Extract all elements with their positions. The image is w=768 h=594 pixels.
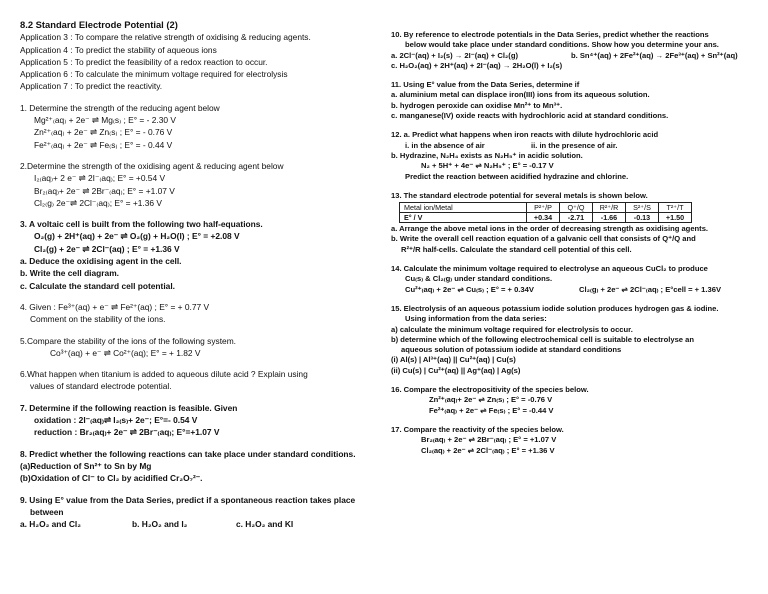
worksheet-title: 8.2 Standard Electrode Potential (2) [20, 19, 178, 30]
q9-option-c: c. H₂O₂ and KI [236, 519, 294, 530]
q15-text: 15. Electrolysis of an aqueous potassium iodide solution produces hydrogen gas & iodine. [391, 303, 719, 313]
table-header-cell: T²⁺/T [659, 203, 692, 213]
q1-equation: Mg²⁺₍aq₎ + 2e⁻ ⇌ Mg₍s₎ ; E° = - 2.30 V [34, 115, 176, 126]
q11-part-b: b. hydrogen peroxide can oxidise Mn²⁺ to Mn³⁺. [391, 100, 563, 110]
q17-equation: Br₂₍aq₎ + 2e⁻ ⇌ 2Br⁻₍aq₎ ; E° = +1.07 V [421, 435, 557, 445]
q1-equation: Zn²⁺₍aq₎ + 2e⁻ ⇌ Zn₍s₎ ; E° = - 0.76 V [34, 127, 173, 138]
q11-part-a: a. aluminium metal can displace iron(III) ions from its aqueous solution. [391, 90, 650, 100]
table-header-cell: Q⁺/Q [560, 203, 593, 213]
application-6: Application 6 : To calculate the minimum voltage required for electrolysis [20, 69, 288, 80]
table-row-label: E° / V [400, 213, 527, 223]
q7-equation: oxidation : 2I⁻₍aq₎⇌ I₂₍s₎+ 2e⁻; E°=- 0.54 V [34, 415, 198, 426]
q8-text: 8. Predict whether the following reactions can take place under standard conditions. [20, 448, 356, 459]
table-cell: +0.34 [527, 213, 560, 223]
q3-part-a: a. Deduce the oxidising agent in the cell. [20, 256, 182, 267]
q12-predict: Predict the reaction between acidified hydrazine and chlorine. [405, 171, 629, 181]
application-5: Application 5 : To predict the feasibility of a redox reaction to occur. [20, 56, 268, 67]
q3-part-b: b. Write the cell diagram. [20, 268, 119, 279]
table-cell: +1.50 [659, 213, 692, 223]
table-cell: -1.66 [593, 213, 626, 223]
q15-part-a: a) calculate the minimum voltage required for electrolysis to occur. [391, 324, 633, 334]
table-header-cell: P²⁺/P [527, 203, 560, 213]
q13-part-a: a. Arrange the above metal ions in the order of decreasing strength as oxidising agents. [391, 224, 709, 234]
q5-equation: Co³⁺(aq) + e⁻ ⇌ Co²⁺(aq); E° = + 1.82 V [50, 347, 201, 358]
q12-text: 12. a. Predict what happens when iron reacts with dilute hydrochloric acid [391, 130, 659, 140]
q13-part-b-cont: R²⁺/R half-cells. Calculate the standard cell potential of this cell. [401, 244, 632, 254]
q3-equation: O₂(g) + 2H⁺(aq) + 2e⁻ ⇌ O₂(g) + H₂O(l) ; E° = +2.08 V [34, 231, 240, 242]
q15-option-ii: (ii) Cu(s) | Cu²⁺(aq) || Ag⁺(aq) | Ag(s) [391, 365, 521, 375]
q12-sub-ii: ii. in the presence of air. [531, 140, 618, 150]
right-column [391, 30, 761, 456]
table-header-cell: S²⁺/S [626, 203, 659, 213]
table-cell: -0.13 [626, 213, 659, 223]
q10-eq-b: b. Sn⁴⁺(aq) + 2Fe²⁺(aq) → 2Fe³⁺(aq) + Sn²⁺(aq) [571, 50, 738, 60]
q12-subparts [391, 141, 761, 151]
q3-part-c: c. Calculate the standard cell potential. [20, 280, 175, 291]
q14-eq-cu: Cu²⁺₍aq₎ + 2e⁻ ⇌ Cu₍s₎ ; E° = + 0.34V [405, 284, 534, 294]
q16-text: 16. Compare the electropositivity of the species below. [391, 385, 589, 395]
q16-equation: Fe²⁺₍aq₎ + 2e⁻ ⇌ Fe₍s₎ ; E° = -0.44 V [429, 405, 554, 415]
left-column [20, 19, 382, 530]
electrode-potential-table [399, 202, 692, 223]
q6-text-cont: values of standard electrode potential. [30, 381, 172, 392]
q3-text: 3. A voltaic cell is built from the following two half-equations. [20, 219, 263, 230]
q9-options [20, 518, 382, 530]
q2-equation: Cl₂₍g₎ 2e⁻⇌ 2Cl⁻₍aq₎; E° = +1.36 V [34, 197, 162, 208]
application-7: Application 7 : To predict the reactivity. [20, 81, 163, 92]
q4-text: 4. Given : Fe³⁺(aq) + e⁻ ⇌ Fe²⁺(aq) ; E° = + 0.77 V [20, 301, 210, 312]
q10-text-cont: below would take place under standard conditions. Show how you determine your ans. [405, 40, 719, 50]
q4-comment: Comment on the stability of the ions. [30, 314, 166, 325]
q15-part-b-cont: aqueous solution of potassium iodide at standard conditions [401, 345, 622, 355]
q8-part-b: (b)Oxidation of Cl⁻ to Cl₂ by acidified Cr₂O₇²⁻. [20, 473, 203, 484]
q7-text: 7. Determine if the following reaction is feasible. Given [20, 402, 238, 413]
table-header-cell: Metal ion/Metal [400, 203, 527, 213]
q14-eq-cl: Cl₂₍g₎ + 2e⁻ ⇌ 2Cl⁻₍aq₎ ; E°cell = + 1.36V [579, 284, 722, 294]
q2-text: 2.Determine the strength of the oxidising agent & reducing agent below [20, 160, 284, 171]
q11-part-c: c. manganese(IV) oxide reacts with hydrochloric acid at standard conditions. [391, 111, 669, 121]
q2-equation: I₂₍aq₎+ 2 e⁻ ⇌ 2I⁻₍aq₎; E° = +0.54 V [34, 173, 166, 184]
q14-text-cont: Cu₍s₎ & Cl₂₍g₎ under standard conditions. [405, 274, 553, 284]
q12-sub-i: i. in the absence of air [405, 140, 485, 150]
q9-option-b: b. H₂O₂ and I₂ [132, 519, 188, 530]
q17-equation: Cl₂₍aq₎ + 2e⁻ ⇌ 2Cl⁻₍aq₎ ; E° = +1.36 V [421, 445, 555, 455]
q6-text: 6.What happen when titanium is added to aqueous dilute acid ? Explain using [20, 369, 308, 380]
table-row [400, 213, 692, 223]
application-3: Application 3 : To compare the relative strength of oxidising & reducing agents. [20, 32, 311, 43]
q14-equations [391, 285, 761, 295]
q2-equation: Br₂₍aq₎+ 2e⁻ ⇌ 2Br⁻₍aq₎; E° = +1.07 V [34, 185, 175, 196]
q9-text: 9. Using E° value from the Data Series, predict if a spontaneous reaction takes place [20, 494, 356, 505]
q3-equation: Cl₂(g) + 2e⁻ ⇌ 2Cl⁻(aq) ; E° = +1.36 V [34, 243, 180, 254]
q9-option-a: a. H₂O₂ and Cl₂ [20, 519, 81, 530]
q16-equation: Zn²⁺₍aq₎+ 2e⁻ ⇌ Zn₍s₎ ; E° = -0.76 V [429, 395, 553, 405]
q14-text: 14. Calculate the minimum voltage required to electrolyse an aqueous CuCl₂ to produce [391, 264, 708, 274]
q10-eq-a: a. 2Cl⁻(aq) + I₂(s) → 2I⁻(aq) + Cl₂(g) [391, 50, 518, 60]
q12-equation: N₂ + 5H⁺ + 4e⁻ ⇌ N₂H₅⁺ ; E° = -0.17 V [421, 161, 554, 171]
q15-part-b: b) determine which of the following electrochemical cell is suitable to electrolyse an [391, 334, 694, 344]
q15-option-i: (i) Al(s) | Al³⁺(aq) || Cu²⁺(aq) | Cu(s) [391, 355, 516, 365]
table-header-row [400, 203, 692, 213]
application-4: Application 4 : To predict the stability of aqueous ions [20, 44, 217, 55]
q15-text-cont: Using information from the data series: [405, 314, 547, 324]
q10-equations [391, 51, 761, 61]
q5-text: 5.Compare the stability of the ions of the following system. [20, 335, 236, 346]
q10-text: 10. By reference to electrode potentials in the Data Series, predict whether the reactions [391, 30, 709, 39]
q1-text: 1. Determine the strength of the reducing agent below [20, 102, 220, 113]
q10-eq-c: c. H₂O₂(aq) + 2H⁺(aq) + 2I⁻(aq) → 2H₂O(l) + I₂(s) [391, 60, 563, 70]
q11-text: 11. Using E° value from the Data Series, determine if [391, 80, 580, 90]
q13-part-b: b. Write the overall cell reaction equation of a galvanic cell that consists of Q⁺/Q and [391, 234, 696, 244]
q7-equation: reduction : Br₂₍aq₎+ 2e⁻ ⇌ 2Br⁻₍aq₎; E°=+1.07 V [34, 427, 220, 438]
q8-part-a: (a)Reduction of Sn²⁺ to Sn by Mg [20, 460, 152, 471]
table-cell: -2.71 [560, 213, 593, 223]
table-header-cell: R²⁺/R [593, 203, 626, 213]
q12-part-b: b. Hydrazine, N₂H₄ exists as N₂H₅⁺ in acidic solution. [391, 150, 583, 160]
q1-equation: Fe²⁺₍aq₎ + 2e⁻ ⇌ Fe₍s₎ ; E° = - 0.44 V [34, 139, 173, 150]
q9-text-cont: between [30, 506, 64, 517]
q17-text: 17. Compare the reactivity of the species below. [391, 424, 564, 434]
q13-text: 13. The standard electrode potential for several metals is shown below. [391, 190, 648, 200]
